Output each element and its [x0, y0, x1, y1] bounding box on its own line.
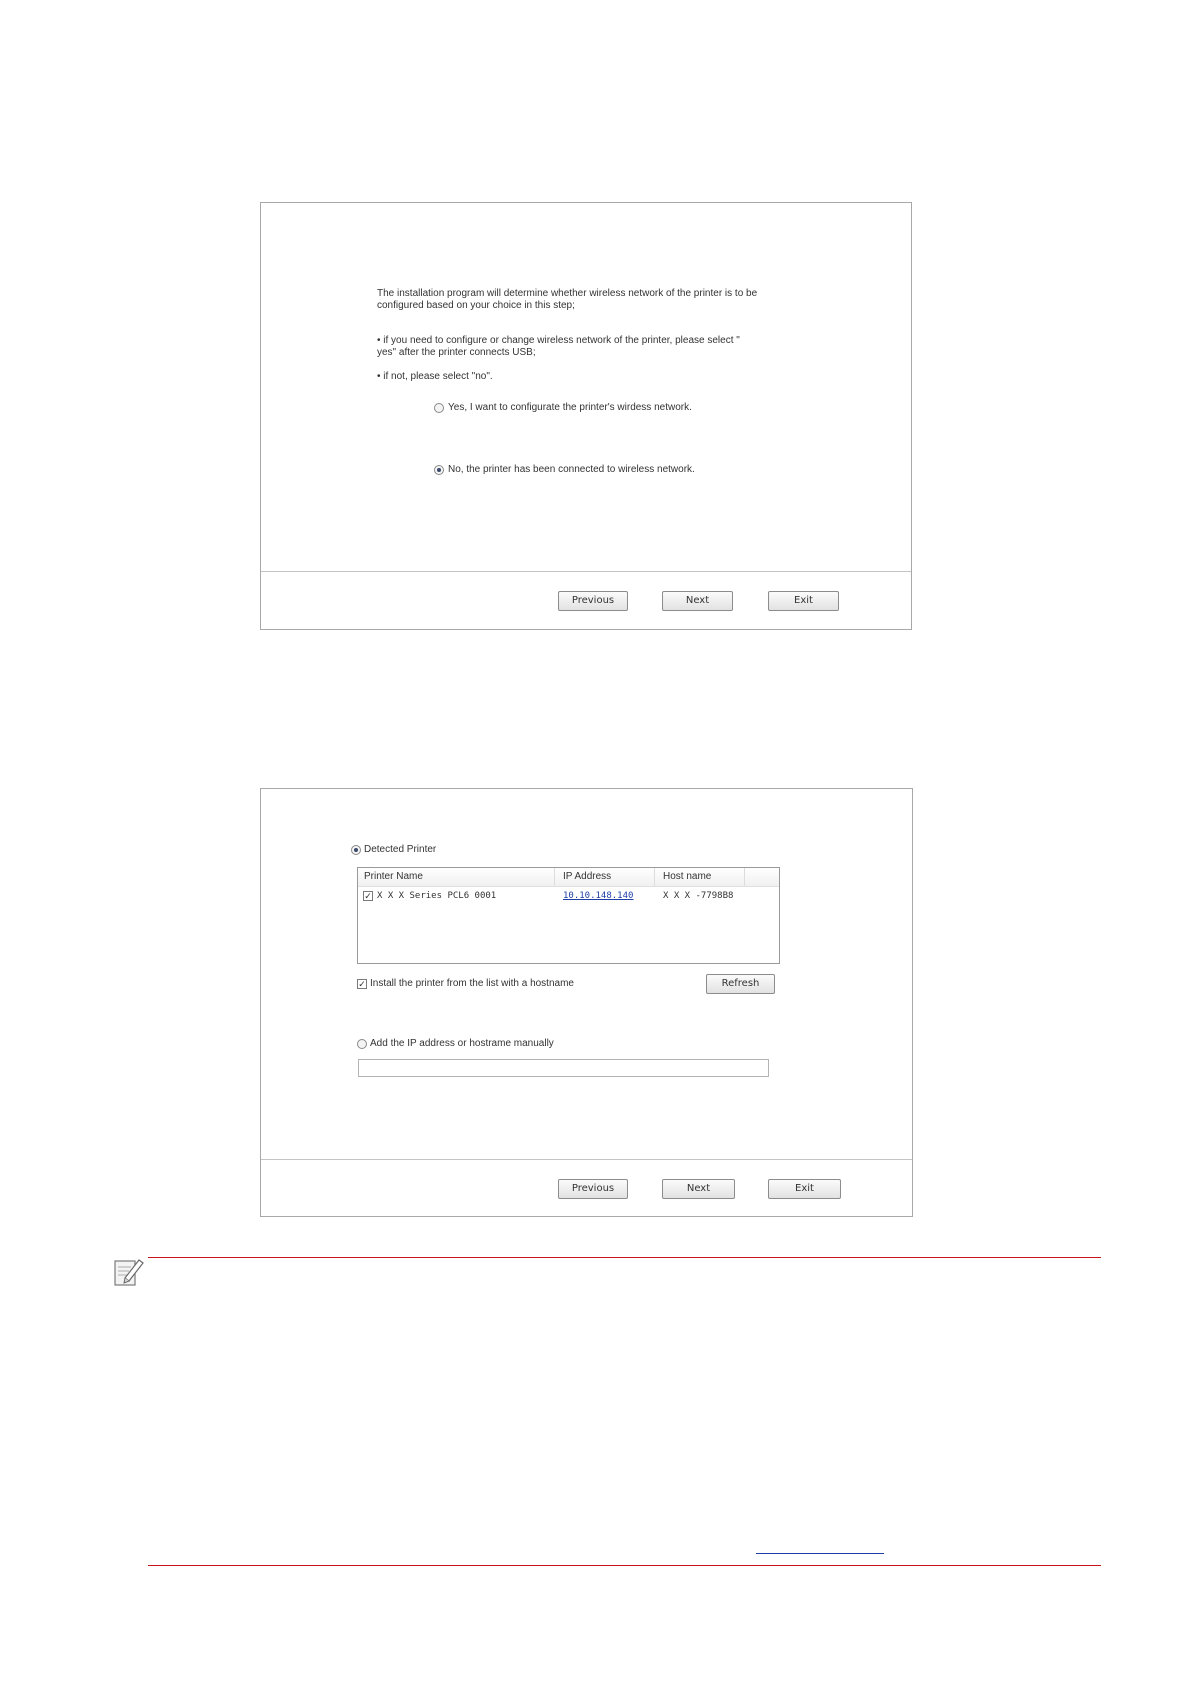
- bullet-no-configure: • if not, please select "no".: [377, 371, 493, 382]
- column-separator: [654, 868, 655, 886]
- next-button[interactable]: Next: [662, 591, 733, 611]
- option-no-label[interactable]: No, the printer has been connected to wireless network.: [448, 464, 695, 475]
- printer-detection-dialog: [260, 788, 913, 1217]
- option-no-radio[interactable]: [434, 465, 444, 475]
- exit-button[interactable]: Exit: [768, 1179, 841, 1199]
- intro-line-2: configured based on your choice in this step;: [377, 300, 575, 311]
- column-printer-name[interactable]: Printer Name: [364, 871, 423, 882]
- printer-list[interactable]: [357, 867, 780, 964]
- bullet-configure-line-2: yes" after the printer connects USB;: [377, 347, 536, 358]
- printer-list-header: [358, 868, 779, 887]
- note-bottom-rule: [148, 1565, 1101, 1566]
- manual-add-label[interactable]: Add the IP address or hostrame manually: [370, 1038, 554, 1049]
- bullet-configure-line-1: • if you need to configure or change wireless network of the printer, please select ": [377, 335, 740, 346]
- install-hostname-label[interactable]: Install the printer from the list with a hostname: [370, 978, 574, 989]
- previous-button[interactable]: Previous: [558, 1179, 628, 1199]
- row-ip-address[interactable]: 10.10.148.140: [563, 891, 634, 901]
- column-separator: [744, 868, 745, 886]
- install-hostname-checkbox[interactable]: ✓: [358, 979, 366, 989]
- manual-address-input[interactable]: [358, 1059, 769, 1077]
- note-pencil-icon: [113, 1254, 149, 1290]
- intro-line-1: The installation program will determine whether wireless network of the printer is to be: [377, 288, 758, 299]
- detected-printer-radio[interactable]: [351, 845, 361, 855]
- manual-add-radio[interactable]: [357, 1039, 367, 1049]
- row-printer-name: X X X Series PCL6 0001: [377, 891, 497, 901]
- wireless-choice-dialog: [260, 202, 912, 630]
- column-separator: [554, 868, 555, 886]
- column-ip-address[interactable]: IP Address: [563, 871, 612, 882]
- note-top-rule: [148, 1257, 1101, 1258]
- footer-divider: [261, 1159, 912, 1160]
- option-yes-radio[interactable]: [434, 403, 444, 413]
- row-host-name: X X X -7798B8: [663, 891, 734, 901]
- footer-divider: [261, 571, 911, 572]
- option-yes-label[interactable]: Yes, I want to configurate the printer's wirdess network.: [448, 402, 692, 413]
- next-button[interactable]: Next: [662, 1179, 735, 1199]
- link-underline[interactable]: [756, 1553, 884, 1554]
- previous-button[interactable]: Previous: [558, 591, 628, 611]
- refresh-button[interactable]: Refresh: [706, 974, 775, 994]
- column-host-name[interactable]: Host name: [663, 871, 712, 882]
- table-row[interactable]: [358, 888, 779, 904]
- detected-printer-label[interactable]: Detected Printer: [364, 844, 437, 855]
- exit-button[interactable]: Exit: [768, 591, 839, 611]
- row-checkbox[interactable]: ✓: [364, 891, 372, 901]
